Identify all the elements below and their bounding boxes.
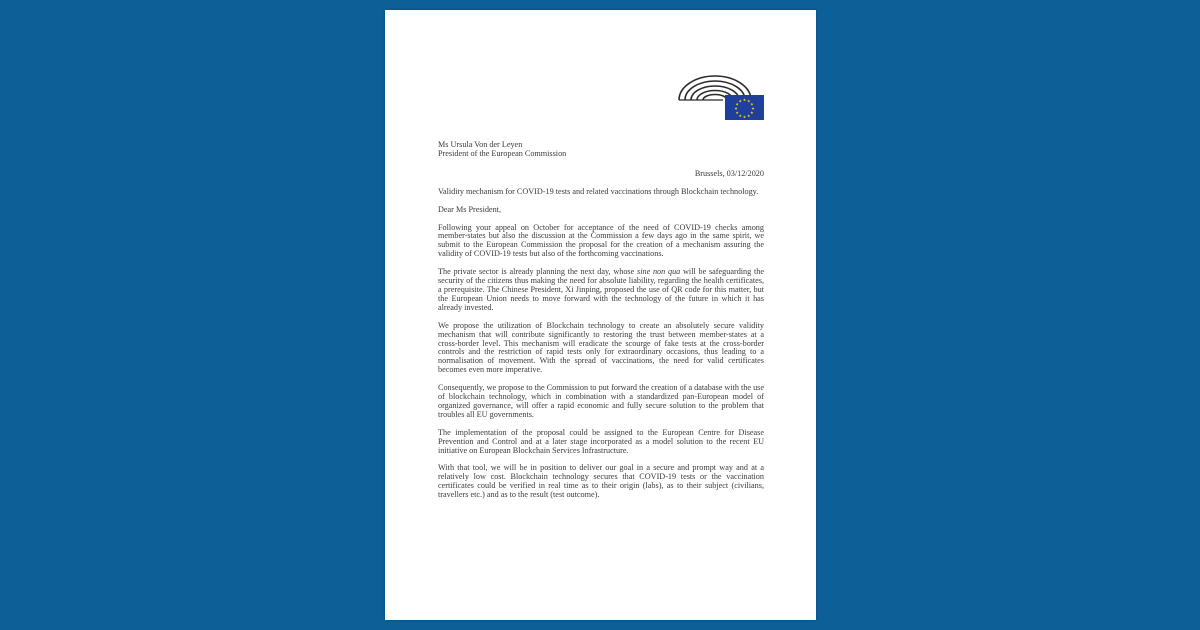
addressee-block (438, 141, 764, 159)
paragraph-4: Consequently, we propose to the Commission to put forward the creation of a database with the use of blockchain technology, which in combination with a standardized pan-European model of organized governance, will offer a rapid economic and fully secure solution to the problem that troubles all EU governments. (438, 383, 764, 419)
letter-body (438, 141, 764, 509)
letter-page (385, 10, 816, 620)
recipient-name: Ms Ursula Von der Leyen (438, 140, 523, 149)
subject-line: Validity mechanism for COVID-19 tests and related vaccinations through Blockchain technology. (438, 186, 759, 196)
paragraph-3: We propose the utilization of Blockchain technology to create an absolutely secure validity mechanism that will contribute significantly to restoring the trust between member-states at a cross-border level. This mechanism will eradicate the scourge of fake tests at the cross-border controls and the restriction of rapid tests only for extraordinary occasions, thus leading to a normalisation of movement. With the spread of vaccinations, the need for valid certificates becomes even more imperative. (438, 320, 764, 375)
paragraph-1: Following your appeal on October for acceptance of the need of COVID-19 checks among member-states but also the discussion at the Commission a few days ago in the same spirit, we submit to the European Commission the proposal for the creation of a mechanism assuring the validity of COVID-19 tests but also of the forthcoming vaccinations. (438, 222, 764, 259)
paragraph-6: With that tool, we will be in position to deliver our goal in a secure and prompt way and at a relatively low cost. Blockchain technology secures that COVID-19 tests or the vaccination certificates could be verified in real time as to their origin (labs), as to their subject (civilians, travellers etc.) and as to the result (test outcome). (438, 463, 764, 500)
recipient-title: President of the European Commission (438, 148, 567, 158)
paragraph-2-end: will be safeguarding the security of the citizens thus making the need for absolute liability, regarding the health certificates, a prerequisite. The Chinese President, Xi Jinping, proposed the use of QR code for this matter, but the European Union needs to move forward with the technology of the future in which it has already invested. (438, 267, 764, 312)
paragraph-2 (438, 268, 764, 313)
european-parliament-logo-icon (675, 70, 765, 120)
place-date: Brussels, 03/12/2020 (694, 168, 764, 178)
paragraph-2-start: The private sector is already planning the next day, whose (438, 267, 638, 277)
paragraph-2-italic: sine non qua (637, 267, 681, 277)
salutation: Dear Ms President, (438, 204, 501, 214)
paragraph-5: The implementation of the proposal could be assigned to the European Centre for Disease Prevention and Control and at a later stage incorporated as a model solution to the recent EU initiative on European Blockchain Services Infrastructure. (438, 427, 764, 455)
